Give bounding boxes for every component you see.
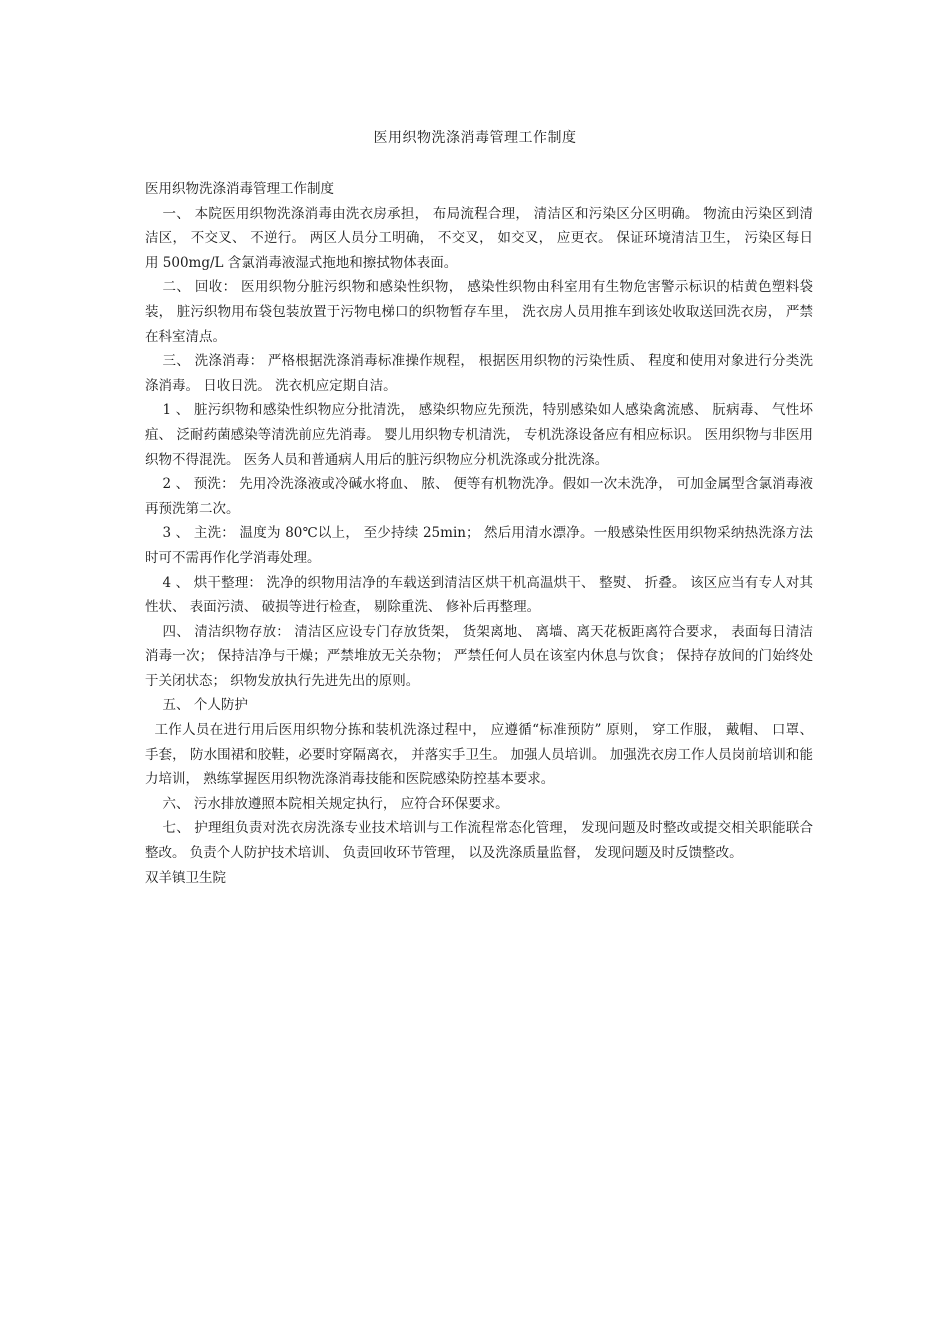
document-body <box>145 177 813 890</box>
paragraph-2-recycling: 二、 回收： 医用织物分脏污织物和感染性织物， 感染性织物由科室用有生物危害警示标识的桔黄色塑料袋装， 脏污织物用布袋包装放置于污物电梯口的织物暂存车里， 洗衣房人员用推车到该处收取送回洗衣房， 严禁在科室清点。 <box>145 279 813 345</box>
paragraph-3-1-batch-washing: 1 、 脏污织物和感染性织物应分批清洗， 感染织物应先预洗，特别感染如人感染禽流感、 朊病毒、 气性坏疽、 泛耐药菌感染等清洗前应先消毒。 婴儿用织物专机清洗， 专机洗涤设备应有相应标识。 医用织物与非医用织物不得混洗。 医务人员和普通病人用后的脏污织物应分机洗涤或分批洗涤。 <box>145 402 813 468</box>
paragraph-1-layout: 一、 本院医用织物洗涤消毒由洗衣房承担， 布局流程合理， 清洁区和污染区分区明确。 物流由污染区到清洁区， 不交叉、 不逆行。 两区人员分工明确， 不交叉， 如交叉， 应更衣。 保证环境清洁卫生， 污染区每日用 500mg/L 含氯消毒液湿式拖地和擦拭物体表面。 <box>145 205 813 271</box>
paragraph-6-wastewater: 六、 污水排放遵照本院相关规定执行， 应符合环保要求。 <box>162 795 509 812</box>
paragraph-4-storage: 四、 清洁织物存放： 清洁区应设专门存放货架， 货架离地、 离墙、离天花板距离符合要求， 表面每日清洁消毒一次； 保持洁净与干燥；严禁堆放无关杂物； 严禁任何人员在该室内休息与饮食； 保持存放间的门始终处于关闭状态； 织物发放执行先进先出的原则。 <box>145 623 813 689</box>
signature: 双羊镇卫生院 <box>145 869 226 886</box>
paragraph-5-personal-protection: 工作人员在进行用后医用织物分拣和装机洗涤过程中， 应遵循“标准预防” 原则， 穿工作服， 戴帽、 口罩、 手套， 防水围裙和胶鞋，必要时穿隔离衣， 并落实手卫生。 加强人员培训。 加强洗衣房工作人员岗前培训和能力培训， 熟练掌握医用织物洗涤消毒技能和医院感染防控基本要求。 <box>145 722 813 788</box>
document-title: 医用织物洗涤消毒管理工作制度 <box>373 130 577 146</box>
paragraph-5-heading: 五、 个人防护 <box>162 697 248 714</box>
document-subtitle: 医用织物洗涤消毒管理工作制度 <box>145 181 334 197</box>
paragraph-3-2-prewash: 2 、 预洗： 先用冷洗涤液或冷碱水将血、 脓、 便等有机物洗净。假如一次未洗净， 可加金属型含氯消毒液再预洗第二次。 <box>145 476 813 517</box>
paragraph-7-nursing-group: 七、 护理组负责对洗衣房洗涤专业技术培训与工作流程常态化管理， 发现问题及时整改或提交相关职能联合整改。 负责个人防护技术培训、 负责回收环节管理， 以及洗涤质量监督， 发现问题及时反馈整改。 <box>145 820 813 862</box>
paragraph-3-3-main-wash: 3 、 主洗： 温度为 80℃以上， 至少持续 25min； 然后用清水漂净。一般感染性医用织物采纳热洗涤方法时可不需再作化学消毒处理。 <box>145 525 813 566</box>
paragraph-3-washing-disinfection: 三、 洗涤消毒： 严格根据洗涤消毒标准操作规程， 根据医用织物的污染性质、 程度和使用对象进行分类洗涤消毒。 日收日洗。 洗衣机应定期自洁。 <box>145 353 813 394</box>
paragraph-3-4-drying: 4 、 烘干整理： 洗净的织物用洁净的车载送到清洁区烘干机高温烘干、 整熨、 折叠。 该区应当有专人对其性状、 表面污渍、 破损等进行检查， 剔除重洗、 修补后再整理。 <box>145 574 813 616</box>
